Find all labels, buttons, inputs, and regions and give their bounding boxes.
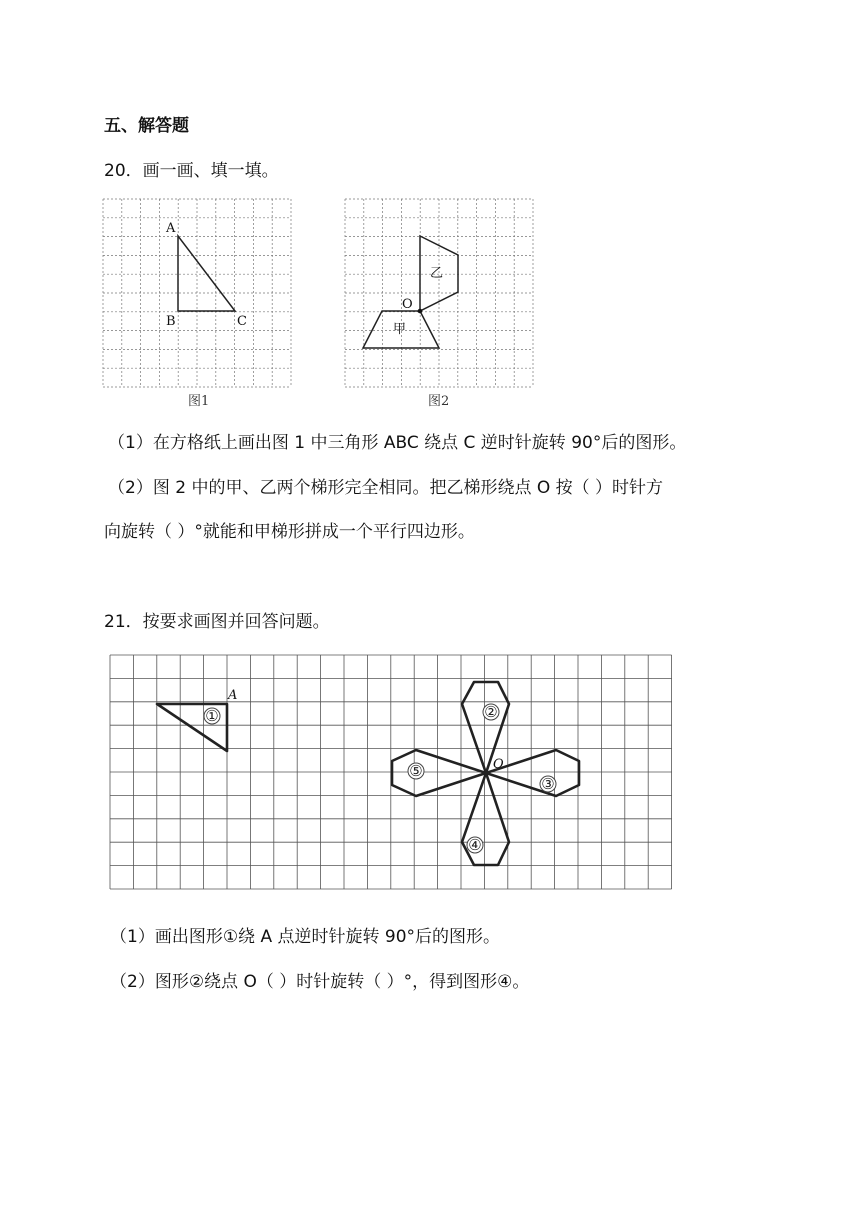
fig1-label-a: A (166, 221, 176, 236)
figure-21-grid (110, 655, 674, 898)
question-20-part-1: （1）在方格纸上画出图 1 中三角形 ABC 绕点 C 逆时针旋转 90°后的图形。 (108, 433, 687, 453)
fig1-caption: 图1 (188, 394, 210, 409)
question-20-part-2-line-2: 向旋转（ ）°就能和甲梯形拼成一个平行四边形。 (104, 522, 475, 542)
shape-4-number: ④ (468, 836, 482, 854)
question-20-title: 20．画一画、填一填。 (104, 161, 279, 181)
shape-5-number: ⑤ (409, 762, 423, 780)
fig2-label-o: O (402, 297, 413, 312)
shape-5-kite (392, 750, 486, 796)
figure-2-grid (344, 198, 536, 412)
section-heading: 五、解答题 (104, 116, 189, 136)
fig2-label-yi: 乙 (430, 266, 444, 281)
shape-2-number: ② (484, 703, 498, 721)
fig21-label-a: A (228, 688, 238, 703)
fig1-label-c: C (237, 314, 247, 329)
fig2-label-jia: 甲 (393, 322, 407, 337)
fig21-label-o: O (493, 757, 504, 772)
shape-3-number: ③ (541, 775, 555, 793)
question-21-part-1: （1）画出图形①绕 A 点逆时针旋转 90°后的图形。 (110, 927, 501, 947)
fig1-label-b: B (166, 314, 176, 329)
question-20-part-2-line-1: （2）图 2 中的甲、乙两个梯形完全相同。把乙梯形绕点 O 按（ ）时针方 (108, 478, 664, 498)
figure-1-grid (102, 198, 294, 412)
shape-1-number: ① (205, 707, 219, 725)
triangle-abc (178, 236, 235, 311)
question-21-part-2: （2）图形②绕点 O（ ）时针旋转（ ）°，得到图形④。 (110, 972, 530, 992)
fig2-caption: 图2 (428, 394, 450, 409)
question-21-title: 21．按要求画图并回答问题。 (104, 612, 330, 632)
figure-2-dotted-grid (345, 199, 533, 387)
figure-1-dotted-grid (103, 199, 291, 387)
point-o (418, 309, 423, 314)
